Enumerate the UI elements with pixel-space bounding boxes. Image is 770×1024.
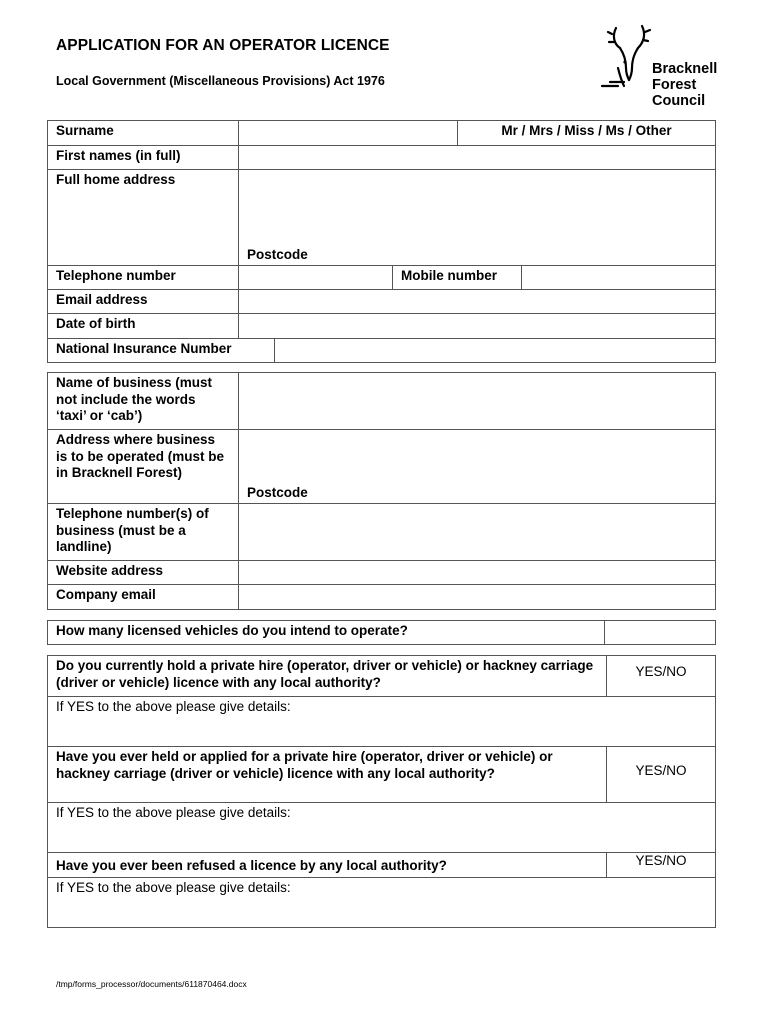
- mobile-field[interactable]: [522, 266, 716, 290]
- title-options[interactable]: Mr / Mrs / Miss / Ms / Other: [458, 121, 716, 146]
- business-address-field[interactable]: [239, 430, 716, 504]
- logo-line-1: Bracknell: [652, 61, 718, 77]
- website-label: Website address: [48, 561, 239, 585]
- surname-field[interactable]: [239, 121, 458, 146]
- telephone-label: Telephone number: [48, 266, 239, 290]
- company-email-label: Company email: [48, 585, 239, 610]
- dob-label: Date of birth: [48, 314, 239, 339]
- current-licence-details[interactable]: If YES to the above please give details:: [48, 697, 716, 747]
- logo-line-2: Forest: [652, 77, 697, 93]
- business-telephone-label: Telephone number(s) of business (must be a landline): [48, 504, 239, 561]
- home-postcode-label: Postcode: [247, 247, 308, 262]
- refused-licence-details[interactable]: If YES to the above please give details:: [48, 878, 716, 928]
- home-address-label: Full home address: [48, 170, 239, 266]
- company-email-field[interactable]: [239, 585, 716, 610]
- previous-licence-yes-no[interactable]: YES/NO: [607, 747, 716, 803]
- document-path: /tmp/forms_processor/documents/611870464.docx: [56, 979, 247, 989]
- home-address-field[interactable]: [239, 170, 716, 266]
- vehicles-question: How many licensed vehicles do you intend to operate?: [48, 621, 605, 645]
- question-refused-licence: Have you ever been refused a licence by any local authority?: [48, 853, 607, 878]
- logo-line-3: Council: [652, 93, 706, 109]
- business-name-field[interactable]: [239, 373, 716, 430]
- business-details-table: [47, 372, 716, 610]
- licence-history-table: [47, 655, 716, 928]
- current-licence-yes-no[interactable]: YES/NO: [607, 656, 716, 697]
- vehicles-count-field[interactable]: [605, 621, 716, 645]
- business-postcode-label: Postcode: [247, 485, 308, 500]
- first-names-label: First names (in full): [48, 146, 239, 170]
- first-names-field[interactable]: [239, 146, 716, 170]
- ni-number-label: National Insurance Number: [48, 339, 275, 363]
- business-telephone-field[interactable]: [239, 504, 716, 561]
- dob-field[interactable]: [239, 314, 716, 339]
- ni-number-field[interactable]: [275, 339, 716, 363]
- previous-licence-details[interactable]: If YES to the above please give details:: [48, 803, 716, 853]
- business-name-label: Name of business (must not include the words ‘taxi’ or ‘cab’): [48, 373, 239, 430]
- email-field[interactable]: [239, 290, 716, 314]
- refused-licence-yes-no[interactable]: YES/NO: [607, 853, 716, 878]
- council-logo-text: [652, 61, 717, 109]
- surname-label: Surname: [48, 121, 239, 146]
- telephone-field[interactable]: [239, 266, 393, 290]
- form-title: APPLICATION FOR AN OPERATOR LICENCE: [56, 37, 390, 54]
- business-address-label: Address where business is to be operated (must be in Bracknell Forest): [48, 430, 239, 504]
- question-current-licence: Do you currently hold a private hire (operator, driver or vehicle) or hackney carriage (driver or vehicle) licence with any local authority?: [48, 656, 607, 697]
- question-previous-licence: Have you ever held or applied for a private hire (operator, driver or vehicle) or hackney carriage (driver or vehicle) licence with any local authority?: [48, 747, 607, 803]
- website-field[interactable]: [239, 561, 716, 585]
- email-label: Email address: [48, 290, 239, 314]
- form-subtitle: Local Government (Miscellaneous Provisions) Act 1976: [56, 74, 385, 88]
- mobile-label: Mobile number: [393, 266, 522, 290]
- vehicles-table: [47, 620, 716, 645]
- personal-details-table: [47, 120, 716, 363]
